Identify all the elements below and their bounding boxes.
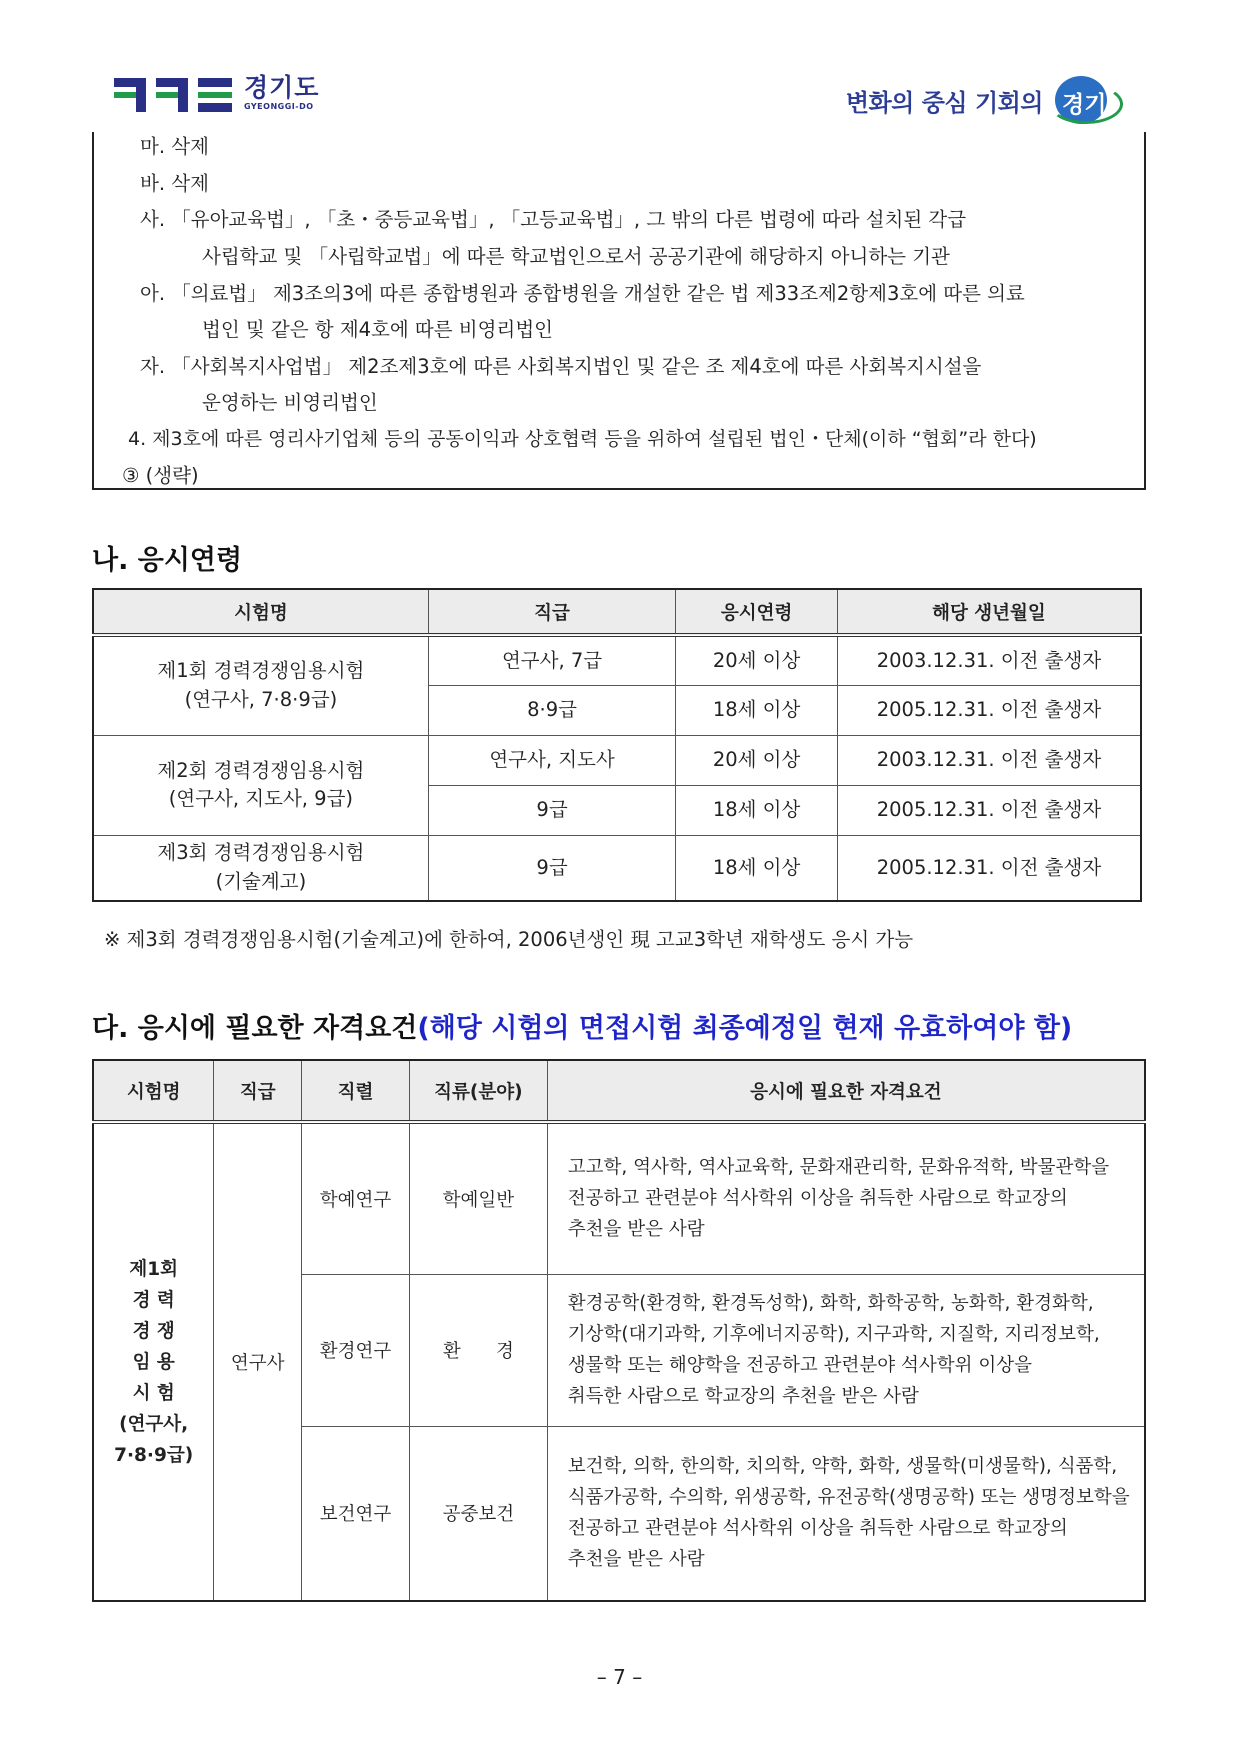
exam-name-cell: 제3회 경력경쟁임용시험 (기술계고) xyxy=(93,835,428,901)
qualification-table xyxy=(92,1059,1146,1602)
table-header-row xyxy=(93,589,1141,635)
birth-cell: 2005.12.31. 이전 출생자 xyxy=(837,685,1141,735)
slogan-badge xyxy=(1049,74,1129,126)
exam-name-cell: 제1회 경 력 경 쟁 임 용 시 험 (연구사, 7·8·9급) xyxy=(93,1122,214,1601)
slogan xyxy=(846,74,1129,126)
requirement-cell: 고고학, 역사학, 역사교육학, 문화재관리학, 문화유적학, 박물관학을 전공하고 관련분야 석사학위 이상을 취득한 사람으로 학교장의 추천을 받은 사람 xyxy=(547,1122,1145,1274)
column-header: 직급 xyxy=(214,1060,302,1122)
gyeonggi-logo-icon xyxy=(112,72,234,114)
age-cell: 18세 이상 xyxy=(676,785,838,835)
age-table xyxy=(92,588,1142,902)
page-number: – 7 – xyxy=(596,1665,643,1689)
section-qual-title xyxy=(92,1006,1072,1045)
logo-english-text: GYEONGGI-DO xyxy=(244,102,314,111)
legal-line: 마. 삭제 xyxy=(140,135,209,158)
grade-cell: 9급 xyxy=(428,785,675,835)
section-qual-title-highlight: (해당 시험의 면접시험 최종예정일 현재 유효하여야 함) xyxy=(417,1013,1073,1044)
field-cell: 공중보건 xyxy=(409,1426,547,1601)
legal-text-box xyxy=(92,132,1146,490)
exam-name-cell: 제1회 경력경쟁임용시험 (연구사, 7·8·9급) xyxy=(93,635,428,735)
table-row xyxy=(93,835,1141,901)
grade-cell: 연구사, 7급 xyxy=(428,635,675,685)
column-header: 직렬 xyxy=(302,1060,410,1122)
requirement-cell: 보건학, 의학, 한의학, 치의학, 약학, 화학, 생물학(미생물학), 식품학, 식품가공학, 수의학, 위생공학, 유전공학(생명공학) 또는 생명정보학을 전공하고 관련분야 석사학위 이상을 취득한 사람으로 학교장의 추천을 받은 사람 xyxy=(547,1426,1145,1601)
table-row xyxy=(93,635,1141,685)
slogan-text: 변화의 중심 기회의 xyxy=(845,88,1043,117)
age-cell: 20세 이상 xyxy=(676,735,838,785)
age-cell: 18세 이상 xyxy=(676,835,838,901)
exam-name-cell: 제2회 경력경쟁임용시험 (연구사, 지도사, 9급) xyxy=(93,735,428,835)
birth-cell: 2005.12.31. 이전 출생자 xyxy=(837,835,1141,901)
column-header: 해당 생년월일 xyxy=(837,589,1141,635)
field-cell: 환 경 xyxy=(409,1274,547,1426)
column-header: 시험명 xyxy=(93,1060,214,1122)
birth-cell: 2003.12.31. 이전 출생자 xyxy=(837,735,1141,785)
column-header: 시험명 xyxy=(93,589,428,635)
series-cell: 환경연구 xyxy=(302,1274,410,1426)
section-age-title: 나. 응시연령 xyxy=(92,545,243,576)
table-row xyxy=(93,735,1141,785)
age-cell: 18세 이상 xyxy=(676,685,838,735)
section-qual-title-text: 다. 응시에 필요한 자격요건 xyxy=(92,1013,418,1044)
age-note: ※ 제3회 경력경쟁임용시험(기술계고)에 한하여, 2006년생인 現 고교3학년 재학생도 응시 가능 xyxy=(104,928,914,951)
grade-cell: 9급 xyxy=(428,835,675,901)
requirement-cell: 환경공학(환경학, 환경독성학), 화학, 화학공학, 농화학, 환경화학, 기상학(대기과학, 기후에너지공학), 지구과학, 지질학, 지리정보학, 생물학 또는 해양학을 전공하고 관련분야 석사학위 이상을 취득한 사람으로 학교장의 추천을 받은 사람 xyxy=(547,1274,1145,1426)
legal-line: 사립학교 및 「사립학교법」에 따른 학교법인으로서 공공기관에 해당하지 아니하는 기관 xyxy=(202,245,950,268)
column-header: 직류(분야) xyxy=(409,1060,547,1122)
slogan-badge-text: 경기 xyxy=(1062,92,1107,118)
field-cell: 학예일반 xyxy=(409,1122,547,1274)
legal-line: ③ (생략) xyxy=(122,464,199,487)
column-header: 응시에 필요한 자격요건 xyxy=(547,1060,1145,1122)
column-header: 응시연령 xyxy=(676,589,838,635)
series-cell: 학예연구 xyxy=(302,1122,410,1274)
legal-line: 아. 「의료법」 제3조의3에 따른 종합병원과 종합병원을 개설한 같은 법 제33조제2항제3호에 따른 의료 xyxy=(140,282,1025,305)
table-header-row xyxy=(93,1060,1145,1122)
birth-cell: 2003.12.31. 이전 출생자 xyxy=(837,635,1141,685)
legal-line: 4. 제3호에 따른 영리사기업체 등의 공동이익과 상호협력 등을 위하여 설립된 법인・단체(이하 “협회”라 한다) xyxy=(128,428,1037,450)
series-cell: 보건연구 xyxy=(302,1426,410,1601)
logo-korean-text: 경기도 xyxy=(244,73,320,102)
grade-cell: 연구사 xyxy=(214,1122,302,1601)
table-row xyxy=(93,1122,1145,1274)
legal-line: 법인 및 같은 항 제4호에 따른 비영리법인 xyxy=(202,318,553,341)
age-cell: 20세 이상 xyxy=(676,635,838,685)
legal-line: 사. 「유아교육법」, 「초・중등교육법」, 「고등교육법」, 그 밖의 다른 법령에 따라 설치된 각급 xyxy=(140,208,967,231)
grade-cell: 연구사, 지도사 xyxy=(428,735,675,785)
legal-line: 운영하는 비영리법인 xyxy=(202,391,378,414)
legal-line: 바. 삭제 xyxy=(140,172,209,195)
grade-cell: 8·9급 xyxy=(428,685,675,735)
birth-cell: 2005.12.31. 이전 출생자 xyxy=(837,785,1141,835)
column-header: 직급 xyxy=(428,589,675,635)
legal-line: 자. 「사회복지사업법」 제2조제3호에 따른 사회복지법인 및 같은 조 제4호에 따른 사회복지시설을 xyxy=(140,355,982,378)
gyeonggi-logo xyxy=(112,72,319,114)
